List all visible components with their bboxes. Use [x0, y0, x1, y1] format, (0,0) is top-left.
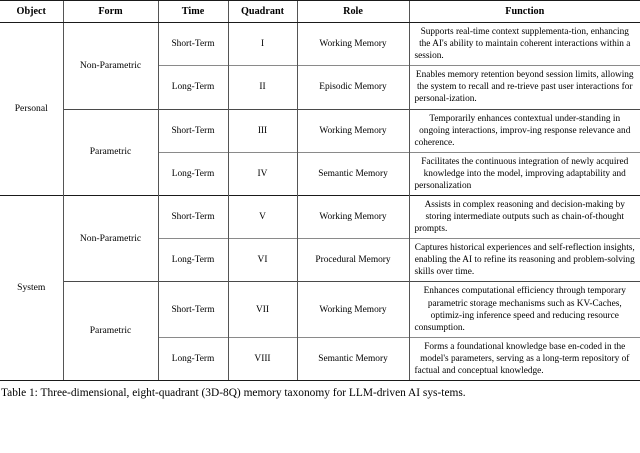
cell-quadrant: VI: [228, 239, 297, 282]
cell-time: Long-Term: [158, 152, 228, 195]
table-row: [0, 195, 640, 238]
cell-function: Forms a foundational knowledge base en-coded in the model's parameters, serving as a long-term repository of factual and conceptual knowledge.: [409, 337, 640, 380]
caption-label: Table 1:: [1, 387, 38, 399]
cell-time: Short-Term: [158, 23, 228, 66]
cell-role: Working Memory: [297, 282, 409, 337]
cell-quadrant: III: [228, 109, 297, 152]
table-row: [0, 23, 640, 66]
caption-text: Three-dimensional, eight-quadrant (3D-8Q) memory taxonomy for LLM-driven AI sys-tems.: [40, 387, 466, 399]
cell-function: Facilitates the continuous integration of newly acquired knowledge into the model, improving adaptability and personalization: [409, 152, 640, 195]
cell-time: Short-Term: [158, 282, 228, 337]
cell-function: Assists in complex reasoning and decision-making by storing intermediate outputs such as chain-of-thought prompts.: [409, 195, 640, 238]
table-row: [0, 109, 640, 152]
table-body: [0, 23, 640, 380]
cell-quadrant: IV: [228, 152, 297, 195]
cell-quadrant: VII: [228, 282, 297, 337]
cell-time: Short-Term: [158, 195, 228, 238]
cell-time: Long-Term: [158, 66, 228, 109]
column-header-function: Function: [409, 1, 640, 23]
header-row: [0, 1, 640, 23]
cell-function: Enables memory retention beyond session limits, allowing the system to recall and re-trieve past user interactions for personal-ization.: [409, 66, 640, 109]
cell-form-parametric-personal: Parametric: [63, 109, 158, 195]
cell-function: Temporarily enhances contextual under-standing in ongoing interactions, improv-ing response relevance and coherence.: [409, 109, 640, 152]
cell-form-nonparametric-personal: Non-Parametric: [63, 23, 158, 109]
cell-role: Working Memory: [297, 23, 409, 66]
cell-time: Long-Term: [158, 239, 228, 282]
cell-form-nonparametric-system: Non-Parametric: [63, 195, 158, 281]
cell-role: Working Memory: [297, 109, 409, 152]
cell-time: Short-Term: [158, 109, 228, 152]
cell-role: Working Memory: [297, 195, 409, 238]
cell-function: Captures historical experiences and self-reflection insights, enabling the AI to refine its reasoning and problem-solving skills over time.: [409, 239, 640, 282]
column-header-object: Object: [0, 1, 63, 23]
cell-role: Procedural Memory: [297, 239, 409, 282]
column-header-quadrant: Quadrant: [228, 1, 297, 23]
cell-object-system: System: [0, 195, 63, 380]
cell-role: Episodic Memory: [297, 66, 409, 109]
cell-object-personal: Personal: [14, 102, 48, 114]
cell-form-parametric-system: Parametric: [63, 282, 158, 380]
table-caption: [0, 381, 640, 401]
table-header: [0, 1, 640, 23]
column-header-role: Role: [297, 1, 409, 23]
cell-quadrant: V: [228, 195, 297, 238]
table-row: [0, 282, 640, 337]
cell-function: Enhances computational efficiency through temporary parametric storage mechanisms such as KV-Caches, optimiz-ing inference speed and reducing resource consumption.: [409, 282, 640, 337]
column-header-form: Form: [63, 1, 158, 23]
cell-function: Supports real-time context supplementa-tion, enhancing the AI's ability to maintain coherent interactions within a session.: [409, 23, 640, 66]
cell-quadrant: VIII: [228, 337, 297, 380]
cell-quadrant: I: [228, 23, 297, 66]
cell-time: Long-Term: [158, 337, 228, 380]
cell-role: Semantic Memory: [297, 152, 409, 195]
cell-role: Semantic Memory: [297, 337, 409, 380]
column-header-time: Time: [158, 1, 228, 23]
cell-quadrant: II: [228, 66, 297, 109]
